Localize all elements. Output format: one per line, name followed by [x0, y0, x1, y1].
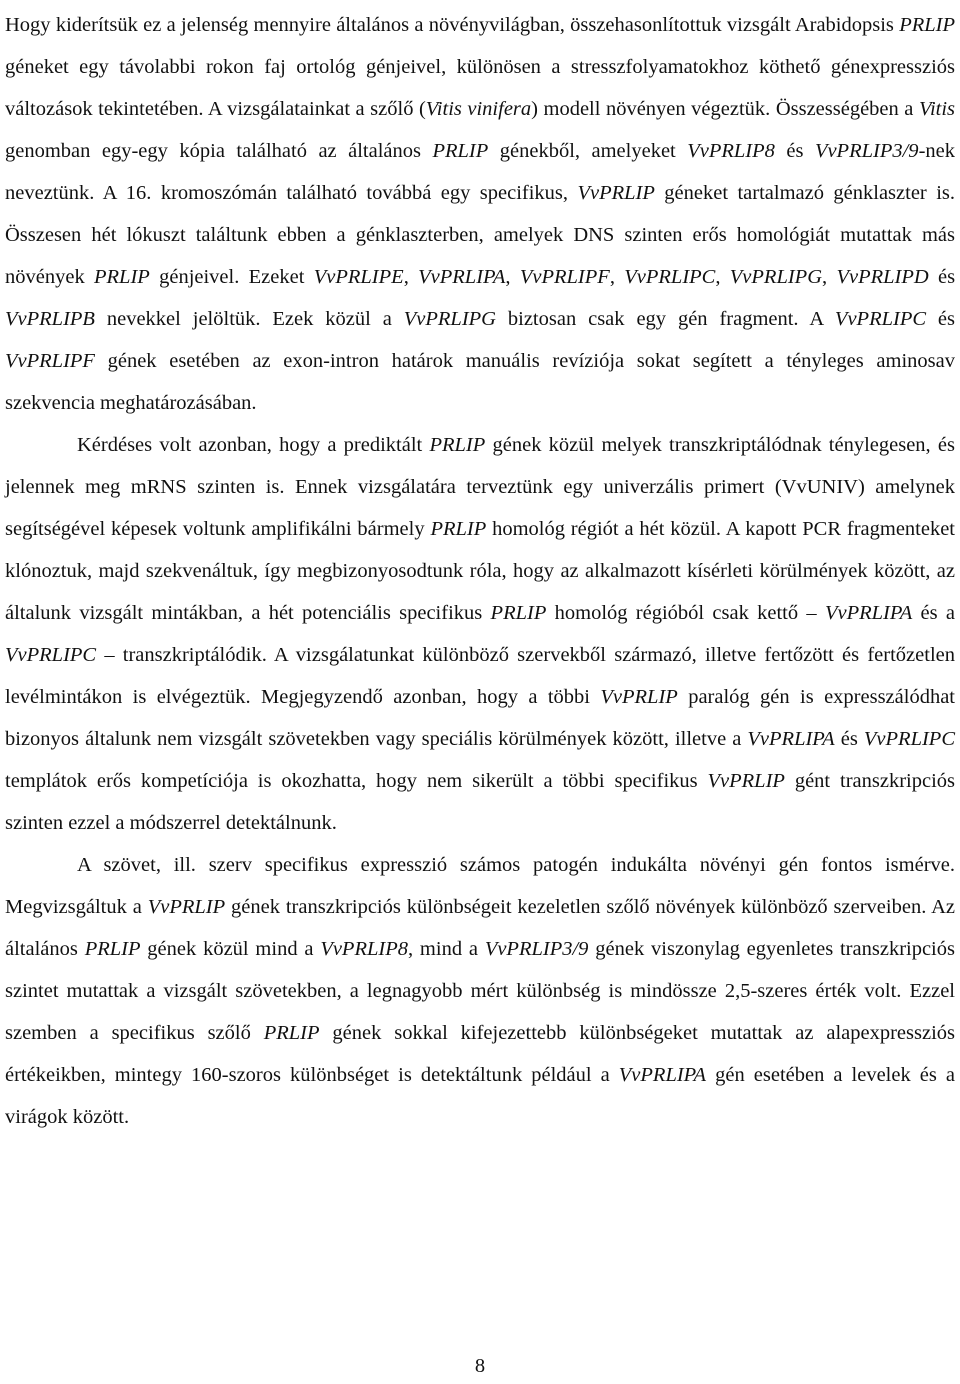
text-run: gént transzkripciós szinten ezzel a módszerrel detektálnunk.	[5, 770, 955, 834]
italic-term: Vitis	[918, 98, 956, 120]
italic-term: VvPRLIPC	[834, 308, 927, 330]
text-run: gének esetében az exon-intron határok manuális revíziója sokat segített a tényleges aminosav szekvencia meghatározásában.	[5, 350, 955, 414]
italic-term: VvPRLIP	[147, 896, 226, 918]
text-run: ) modell növényen végeztük. Összességében a	[531, 98, 919, 120]
text-run: ,	[822, 266, 837, 288]
italic-term: Vitis vinifera	[425, 98, 532, 120]
text-run: nevekkel jelöltük. Ezek közül a	[94, 308, 404, 330]
text-run: ,	[403, 266, 419, 288]
italic-term: VvPRLIPC	[624, 266, 716, 288]
italic-term: PRLIP	[429, 434, 486, 456]
italic-term: VvPRLIPB	[5, 308, 95, 330]
page-number: 8	[474, 1355, 486, 1377]
italic-term: PRLIP	[490, 602, 547, 624]
italic-term: VvPRLIP	[707, 770, 785, 792]
text-run: Hogy kiderítsük ez a jelenség mennyire általános a növényvilágban, összehasonlítottuk vizsgált Arabidopsis	[5, 14, 900, 36]
text-run: és	[928, 266, 956, 288]
italic-term: VvPRLIP8	[687, 140, 775, 162]
text-run: génekből, amelyeket	[488, 140, 688, 162]
italic-term: VvPRLIPG	[403, 308, 496, 330]
text-run: homológ régióból csak kettő –	[546, 602, 825, 624]
italic-term: VvPRLIPC	[5, 644, 97, 666]
italic-term: PRLIP	[263, 1022, 320, 1044]
text-run: és	[834, 728, 864, 750]
italic-term: VvPRLIP3/9	[484, 938, 589, 960]
italic-term: VvPRLIPA	[824, 602, 913, 624]
text-run: gének közül melyek transzkriptálódnak ténylegesen, és jelennek meg mRNS szinten is. Ennek vizsgálatára terveztünk egy univerzális primert (VvUNIV) amelynek segítségével képesek voltunk amplifikálni bármely	[5, 434, 955, 540]
text-run: -nek neveztünk. A 16. kromoszómán található továbbá egy specifikus,	[5, 140, 955, 204]
italic-term: VvPRLIP	[600, 686, 678, 708]
italic-term: VvPRLIPF	[519, 266, 610, 288]
text-run: Kérdéses volt azonban, hogy a prediktált	[77, 434, 430, 456]
text-run: gének közül mind a	[140, 938, 321, 960]
paragraph-2	[5, 424, 955, 844]
text-run: biztosan csak egy gén fragment. A	[495, 308, 835, 330]
text-run: és a	[912, 602, 956, 624]
text-run: gének sokkal kifejezettebb különbségeket mutattak az alapexpressziós értékeikben, mintegy 160-szoros különbséget is detektáltunk például a	[5, 1022, 955, 1086]
italic-term: VvPRLIP	[577, 182, 655, 204]
text-run: gének transzkripciós különbségeit kezeletlen szőlő növények különböző szerveiben. Az általános	[5, 896, 955, 960]
text-run: gén esetében a levelek és a virágok között.	[5, 1064, 955, 1128]
italic-term: VvPRLIPA	[747, 728, 835, 750]
text-run: gének viszonylag egyenletes transzkripciós szintet mutattak a vizsgált szövetekben, a legnagyobb mért különbség is mindössze 2,5-szeres érték volt. Ezzel szemben a specifikus szőlő	[5, 938, 955, 1044]
text-run: , mind a	[407, 938, 485, 960]
italic-term: PRLIP	[430, 518, 487, 540]
text-run: templátok erős kompetíciója is okozhatta, hogy nem sikerült a többi specifikus	[5, 770, 708, 792]
italic-term: VvPRLIPA	[418, 266, 506, 288]
text-run: és	[926, 308, 955, 330]
paragraph-3	[5, 844, 955, 1138]
text-run: paralóg gén is expresszálódhat bizonyos általunk nem vizsgált szövetekben vagy speciális körülmények között, illetve a	[5, 686, 955, 750]
italic-term: VvPRLIPC	[863, 728, 955, 750]
document-page	[5, 4, 955, 1138]
italic-term: VvPRLIP8	[320, 938, 408, 960]
italic-term: VvPRLIPF	[5, 350, 95, 372]
italic-term: VvPRLIPE	[313, 266, 404, 288]
italic-term: VvPRLIP3/9	[814, 140, 919, 162]
text-run: – transzkriptálódik. A vizsgálatunkat különböző szervekből származó, illetve fertőzött és fertőzetlen levélmintákon is elvégeztük. Megjegyzendő azonban, hogy a többi	[5, 644, 955, 708]
italic-term: VvPRLIPA	[618, 1064, 707, 1086]
text-run: génjeivel. Ezeket	[149, 266, 314, 288]
text-run: géneket tartalmazó génklaszter is. Összesen hét lókuszt találtunk ebben a génklaszterben, amelyek DNS szinten erős homológiát mutattak más növények	[5, 182, 955, 288]
text-run: géneket egy távolabbi rokon faj ortológ génjeivel, különösen a stresszfolyamatokhoz köthető génexpressziós változások tekintetében. A vizsgálatainkat a szőlő (	[5, 56, 955, 120]
italic-term: VvPRLIPD	[836, 266, 929, 288]
italic-term: PRLIP	[84, 938, 141, 960]
italic-term: PRLIP	[94, 266, 150, 288]
italic-term: PRLIP	[432, 140, 489, 162]
text-run: genomban egy-egy kópia található az általános	[5, 140, 433, 162]
text-run: ,	[609, 266, 625, 288]
text-run: és	[774, 140, 815, 162]
paragraph-1	[5, 4, 955, 424]
text-run: homológ régiót a hét közül. A kapott PCR fragmenteket klónoztuk, majd szekvenáltuk, így megbizonyosodtunk róla, hogy az alkalmazott kísérleti körülmények között, az általunk vizsgált mintákban, a hét potenciális specifikus	[5, 518, 956, 624]
italic-term: PRLIP	[899, 14, 955, 36]
text-run: ,	[505, 266, 520, 288]
text-run: A szövet, ill. szerv specifikus expresszió számos patogén indukálta növényi gén fontos ismérve. Megvizsgáltuk a	[5, 854, 955, 918]
italic-term: VvPRLIPG	[729, 266, 823, 288]
text-run: ,	[715, 266, 730, 288]
